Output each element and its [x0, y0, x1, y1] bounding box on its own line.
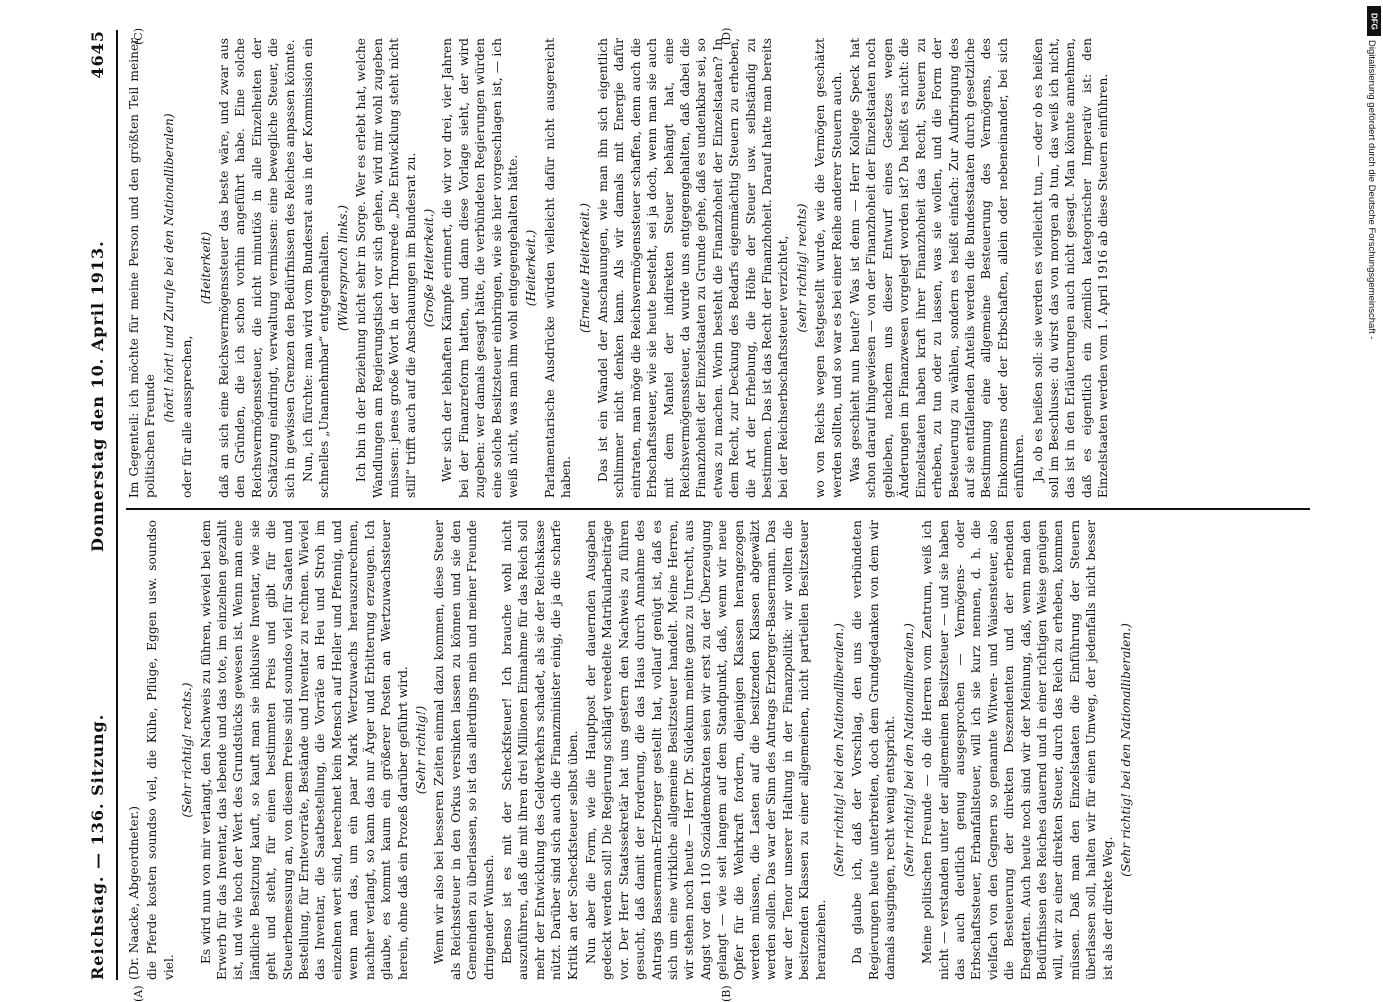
left-column-paragraph: Es wird nun von mir verlangt, den Nachweis zu führen, wieviel bei dem Erwerb für das Inventar, das lebende und das tote, im einzelnen gezahlt ist, und wie hoch der Wert des Grundstücks gewesen ist. Wenn man eine ländliche Besitzung kauft, so kauft man sie inklusive Inventar, wie sie geht und steht, für einen bestimmten Preis und gibt für die Steuerbemessung an, von diesem Preise sind soundso viel für Saaten und Bestellung, für Erntevorräte, Bestände und Inventar zu rechnen. Wieviel das Inventar, die Saatbestellung, die Vorräte an Heu und Stroh im einzelnen wert sind, berechnet kein Mensch auf Heller und Pfennig, und wenn man das, um ein paar Mark Wertzuwachs herauszurechnen, nachher verlangt, so kann das nur Ärger und Erbitterung erzeugen. Ich glaube, es kommt kaum ein größerer Posten an Wertzuwachssteuer herein, ohne daß ein Prozeß darüber geführt wird. — [198, 520, 410, 980]
page-header — [80, 30, 114, 980]
left-column-paragraph: Nun aber die Form, wie die Hauptpost der dauernden Ausgaben gedeckt werden soll! Die Regierung schlägt veredelte Matrikularbeiträge vor. Der Herr Staatssekretär hat uns gestern den Nachweis zu führen gesucht, daß damit der Forderung, die das Haus durch Annahme des Antrags Bassermann-Erzberger gestellt hat, vollauf genügt ist, daß es sich um eine wirkliche allgemeine Besitzsteuer handelt. Meine Herren, wir stehen noch heute — Herr Dr. Südekum meinte ganz zu Unrecht, aus Angst vor den 110 Sozialdemokraten seien wir erst zu der Überzeugung gelangt — wie seit langem auf dem Standpunkt, daß, wenn wir neue Opfer für die Wehrkraft fordern, diejenigen Klassen herangezogen werden müssen, die Lasten auf die besitzenden Klassen abgewälzt werden sollen. Das war der Sinn des Antrags Erzberger-Bassermann. Das war der Tenor unserer Haltung in der Finanzpolitik: wir wollten die besitzenden Klassen zu einer allgemeinen, nicht partiellen Besitzsteuer heranziehen. — [583, 520, 828, 980]
dfg-logo-badge: DFG — [1367, 6, 1381, 36]
left-column-paragraph: (Sehr richtig! bei den Nationalliberalen.) — [1118, 623, 1133, 877]
right-column-paragraph: Im Gegenteil: ich möchte für meine Person und den größten Teil meiner politischen Freunde — [127, 38, 158, 498]
left-column-paragraph: (Sehr richtig! rechts.) — [180, 682, 195, 818]
right-text-column — [126, 38, 1310, 498]
right-column-paragraph: Was geschieht nun heute? Was ist denn — Herr Kollege Speck hat schon darauf hingewiesen — von der Finanzhoheit der Einzelstaaten noch geblieben, nachdem uns dieser Entwurf eines Gesetzes wegen Änderungen im Finanzwesen vorgelegt worden ist? Da heißt es nicht: die Einzelstaaten haben kraft ihrer Finanzhoheit das Recht, Steuern zu erheben, zu tun oder zu lassen, was sie wollen, und die Form der Besteuerung zu wählen, sondern es heißt einfach: Zur Aufbringung des auf sie entfallenden Anteils werden die Bundesstaaten durch gesetzliche Bestimmung eine allgemeine Besteuerung des Vermögens, des Einkommens oder der Erbschaften, allein oder nebeneinander, bei sich einführen. — [848, 38, 1027, 498]
right-column-paragraph: (Große Heiterkeit.) — [421, 208, 436, 328]
right-column-paragraph: Das ist ein Wandel der Anschauungen, wie man ihn sich eigentlich schlimmer nicht denken kann. Als wir damals mit Energie dafür eintraten, man möge die Reichsvermögenssteuer schaffen, denn auch die Erbschaftssteuer, wie sie heute besteht, sei ja doch, wenn man sie auch mit dem Mantel der indirekten Steuer behängt hat, eine Reichsvermögenssteuer, da wurde uns entgegengehalten, daß dabei die Finanzhoheit der Einzelstaaten zu Grunde gehe, daß es undenkbar sei, so etwas zu machen. Worin besteht die Finanzhoheit der Einzelstaaten? In dem Recht, zur Deckung des Bedarfs eigenmächtig Steuern zu erheben, die Art der Erhebung, die Höhe der Steuer usw. selbständig zu bestimmen. Das ist das Recht der Finanzhoheit. Darauf hatte man bereits bei der Reichserbschaftssteuer verzichtet, — [595, 38, 791, 498]
rotated-page-scan — [20, 0, 1310, 1000]
right-column-paragraph: (Heiterkeit.) — [524, 229, 539, 307]
margin-marker-b: (B) — [720, 985, 733, 1002]
digitization-credit: Digitalisierung gefördert durch die Deutsche Forschungsgemeinschaft - — [1366, 40, 1377, 340]
right-column-paragraph: Parlamentarische Ausdrücke würden vielleicht dafür nicht ausgereicht haben. — [542, 38, 574, 498]
left-text-column — [126, 520, 1310, 980]
left-column-paragraph: Wenn wir also bei besseren Zeiten einmal dazu kommen, diese Steuer als Reichssteuer in den Orkus versinken lassen zu können und sie den Gemeinden zu überlassen, so ist das allerdings mein und meiner Freunde dringender Wunsch. — [432, 520, 496, 980]
right-column-paragraph: (Heiterkeit) — [198, 231, 213, 305]
right-column-paragraph: Ja, ob es heißen soll: sie werden es vielleicht tun, — oder ob es heißen soll im Beschlusse: du wirst das von morgen ab tun, das weiß ich nicht, das ist in den Erläuterungen auch nicht gesagt. Man könnte annehmen, daß es eigentlich ein ziemlich kategorischer Imperativ ist: den Einzelstaaten werden vom 1. April 1916 ab diese Steuern einführen. — [1030, 38, 1111, 498]
right-column-paragraph: (sehr richtig! rechts) — [794, 203, 809, 333]
left-column-paragraph: (Sehr richtig!) — [413, 705, 428, 795]
margin-marker-a: (A) — [132, 985, 145, 1002]
left-column-paragraph: Ebenso ist es mit der Scheckfsteuer! Ich brauche wohl nicht auszuführen, daß die mit ihren drei Millionen Einnahme für das Reich soll mehr der Entwicklung des Geldverkehrs schadet, als sie der Reichskasse nützt. Darüber sind sich auch die Finanzminister einig, die ja die scharfe Kritik an der Scheckfsteuer selbst üben. — [499, 520, 580, 980]
right-column-paragraph: (Erneute Heiterkeit.) — [577, 202, 592, 334]
header-left: Reichstag. — 136. Sitzung. — [87, 713, 107, 980]
left-column-paragraph: (Sehr richtig! bei den Nationalliberalen.) — [901, 623, 916, 877]
left-column-paragraph: Da glaube ich, daß der Vorschlag, den uns die verbündeten Regierungen heute unterbreiten, doch dem Grundgedanken von dem wir damals ausgingen, recht wenig entspricht. — [850, 520, 898, 980]
header-center: Donnerstag den 10. April 1913. — [87, 240, 107, 553]
margin-marker-c: (C) — [132, 28, 145, 45]
right-column-paragraph: Nun, ich fürchte: man wird vom Bundesrat aus in der Kommission ein schnelles „Unannehmbar“ entgegenhalten. — [301, 38, 332, 498]
document-page — [80, 27, 1310, 1002]
right-column-paragraph: daß an sich eine Reichsvermögenssteuer das beste wäre, und zwar aus den Gründen, die ich schon vorhin angeführt habe. Eine solche Reichsvermögenssteuer, die nicht minutiös in alle Einzelheiten der Schätzung eindringt, verwaltung vermissen: eine bewegliche Steuer, die sich in gewissen Grenzen den Bedürfnissen des Reiches anpassen könnte. — [217, 38, 297, 498]
right-column-paragraph: Ich bin in der Beziehung nicht sehr in Sorge. Wer es erlebt hat, welche Wandlungen am Regierungstisch vor sich gehen, wird mir wohl zugeben müssen: jenes große Wort in der Thronrede „Die Entwicklung steht nicht still“ trifft auch auf die Anschauungen im Bundesrat zu. — [354, 38, 418, 498]
right-column-paragraph: (Widerspruch links.) — [335, 205, 350, 331]
left-column-paragraph: die Pferde kosten soundso viel, die Kühe, Pflüge, Eggen usw. soundso viel. — [145, 520, 176, 980]
right-column-paragraph: wo von Reichs wegen festgestellt wurde, wie die Vermögen geschätzt werden sollten, und so war es bei einer Reihe anderer Steuern auch. — [813, 38, 844, 498]
right-column-paragraph: oder für alle aussprechen, — [180, 335, 195, 498]
margin-marker-d: (D) — [720, 27, 733, 45]
left-column-paragraph: (Sehr richtig! bei den Nationalliberalen.) — [832, 623, 847, 877]
left-column-paragraph: (Dr. Naacke, Abgeordneter.) — [127, 806, 141, 980]
left-column-paragraph: Meine politischen Freunde — ob die Herren vom Zentrum, weiß ich nicht — verstanden unter der allgemeinen Besitzsteuer — und sie haben das auch deutlich genug ausgesprochen — Vermögens- oder Erbschaftssteuer, Erbanfallsteuer, will ich sie kurz nennen, d. h. die vielfach von den Gegnern so genannte Witwen- und Waisensteuer, also die Besteuerung der direkten Deszendenten und der erbenden Ehegatten. Auch heute noch sind wir der Meinung, daß, wenn man den Bedürfnissen des Reiches dauernd und in einer richtigen Weise genügen will, wir zu einer direkten Steuer, durch das Reich zu erheben, kommen müssen. Daß man den Einzelstaaten die Einführung der Steuern überlassen soll, halten wir für einen Umweg, der jedenfalls nicht besser ist als der direkte Weg. — [920, 520, 1115, 980]
right-column-paragraph: Wer sich der lebhaften Kämpfe erinnert, die wir vor drei, vier Jahren bei der Finanzreform hatten, und dann diese Vorlage sieht, der wird zugeben: wer damals gesagt hätte, die verbündeten Regierungen würden eine solche Besitzsteuer einbringen, wie sie hier vorgeschlagen ist, — ich weiß nicht, was man ihm wohl entgegengehalten hätte. — [440, 38, 520, 498]
column-divider — [126, 508, 1310, 510]
header-rule — [116, 30, 118, 980]
right-column-paragraph: (hört! hört! und Zurufe bei den Nationalliberalen) — [161, 113, 176, 423]
page-number: 4645 — [87, 30, 107, 79]
